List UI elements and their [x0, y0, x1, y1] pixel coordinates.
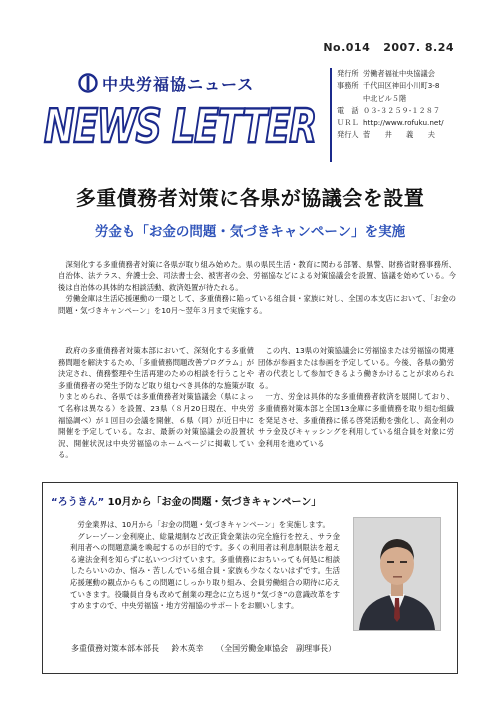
publisher-row — [337, 80, 472, 92]
portrait-photo — [353, 517, 441, 631]
box-paragraph: グレーゾーン金利廃止、総量規制など改正貸金業法の完全施行を控え、サラ金利用者への問題意識を喚起するのが目的です。多くの利用者は利息制限法を超える違法金利を知らずに払いつづけています。多重債務におちいっても何処に相談したらいいのか、悩み・苦しんでいる組合員・家族も少なくないはずです。生活応援運動の観点からもこの問題にしっかり取り組み、会員労働組合の期待に応えていきます。役職員自身も改めて創業の理念に立ち返り“気づき”の意識改革をすすめますので、中央労福協・地方労福協のサポートをお願いします。 — [70, 531, 340, 611]
publisher-value: 中北ビル５階 — [363, 93, 407, 103]
lead-paragraphs — [58, 259, 456, 316]
news-letter-banner — [42, 76, 320, 156]
signature-affiliation: （全国労働金庫協会 副理事長） — [216, 644, 337, 653]
issue-date: 2007. 8.24 — [383, 41, 454, 54]
subheadline: 労金も「お金の問題・気づきキャンペーン」を実施 — [94, 224, 406, 240]
banner-text: NEWS LETTER — [44, 99, 316, 153]
box-body — [70, 519, 340, 612]
column-paragraph: 政府の多重債務者対策本部において、深刻化する多重債務問題を解決するため、「多重債務問題改善プログラム」が決定され、債務整理や生活再建のための相談を行うことや多重債務者の発生予防など取り組むべき具体的な施策が取りまとめられ、各県では多重債務者対策協議会（県によって名称は異なる）を設置、23県（８月20日現在、中央労福協調べ）が１回目の会議を開催、６県（同）が近日中に開催を予定している。なお、最新の対策協議会の設置状況、開催状況は中央労福協のホームページに掲載している。 — [58, 346, 254, 460]
issue-info — [323, 41, 454, 54]
publisher-row — [337, 117, 472, 129]
publisher-label: 発行人 — [337, 130, 359, 140]
article-column-right — [258, 345, 454, 449]
rokin-campaign-box — [42, 482, 458, 674]
masthead-logo-text: 中央労福協ニュース — [102, 75, 255, 94]
publisher-row — [337, 68, 472, 80]
box-signature — [71, 643, 346, 654]
lead-paragraph: 労働金庫は生活応援運動の一環として、多重債務に陥っている組合員・家族に対し、全国の本支店において、「お金の問題・気づきキャンペーン」を10月〜翌年３月まで実施する。 — [58, 294, 456, 315]
publisher-value: http://www.rofuku.net/ — [363, 118, 444, 128]
headline: 多重債務者対策に各県が協議会を設置 — [75, 186, 425, 210]
publisher-value: 千代田区神田小川町3-8 — [363, 81, 440, 91]
publisher-value: 菅 井 義 夫 — [363, 130, 435, 140]
box-title-text: 10月から「お金の問題・気づきキャンペーン」 — [107, 497, 322, 508]
box-title — [51, 493, 321, 508]
column-paragraph: 一方、労金は具体的な多重債務者救済を展開しており、多重債務対策本部と全国13金庫に多重債務を取り組む組織を発足させ、多重債務に係る啓発活動を強化し、高金利のサラ金及びキャッシングを利用している組合員を対象に労金利用を進めている — [258, 392, 454, 448]
signature-role: 多重債務対策本部本部長 — [71, 644, 159, 653]
publisher-label: ＵＲＬ — [337, 118, 359, 128]
publisher-value: ０３-３２５９-１２８７ — [363, 105, 441, 115]
portrait-image — [354, 518, 440, 630]
publisher-row — [337, 93, 472, 105]
article-column-left — [58, 345, 254, 461]
publisher-row — [337, 129, 472, 141]
publisher-label: 発行所 — [337, 69, 359, 78]
publisher-label: 電 話 — [337, 105, 359, 115]
box-title-quote: “ろうきん” — [51, 497, 105, 508]
signature-name: 鈴木英幸 — [171, 644, 204, 653]
box-paragraph: 労金業界は、10月から「お金の問題・気づきキャンペーン」を実施します。 — [77, 520, 330, 529]
publisher-info — [330, 68, 472, 162]
publisher-label: 事務所 — [337, 81, 359, 91]
publisher-row — [337, 105, 472, 117]
publisher-value: 労働者福祉中央協議会 — [363, 69, 435, 78]
issue-number: No.014 — [323, 41, 371, 54]
column-paragraph: この内、13県の対策協議会に労福協または労福協の関連団体が参画または参画を予定している。今後、各県の勤労者の代表として参加できるよう働きかけることが求められる。 — [258, 346, 454, 390]
lead-paragraph: 深刻化する多重債務者対策に各県が取り組み始めた。県の県民生活・教育に関わる部署、県警、財務省財務事務所、自治体、法テラス、弁護士会、司法書士会、被害者の会、労福協などによる対策協議会を設置、協議を始めている。今後は自治体の具体的な相談活動、救済処置が待たれる。 — [58, 260, 456, 292]
